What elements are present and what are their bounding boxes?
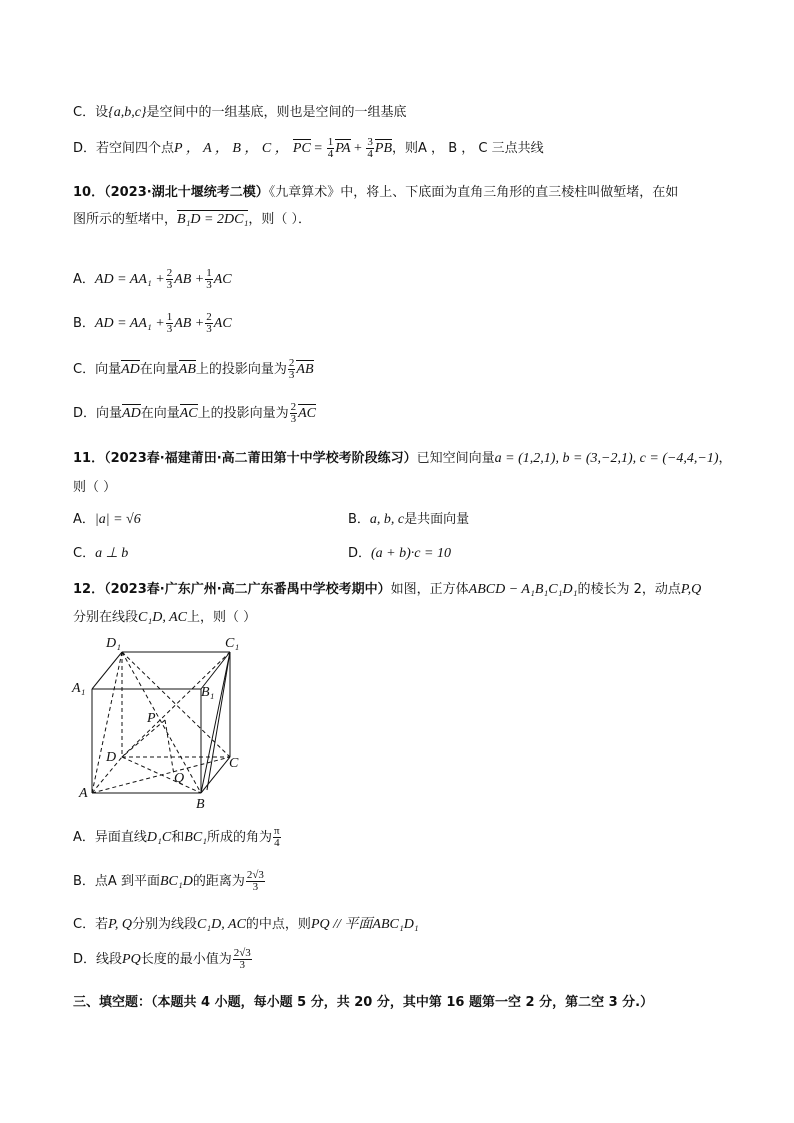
vector-term: AC bbox=[213, 316, 232, 331]
q10-option-c bbox=[73, 358, 314, 381]
option-label: B． bbox=[348, 512, 370, 527]
question-text: 分别在线段 bbox=[73, 610, 139, 625]
q12-stem-line1 bbox=[73, 578, 701, 598]
option-label: C． bbox=[73, 917, 96, 932]
option-text: 的距离为 bbox=[192, 874, 245, 889]
q10-stem-line1 bbox=[73, 181, 678, 200]
fraction: $\frac{2√3}{3}$ bbox=[233, 947, 251, 971]
label-p: P bbox=[147, 711, 156, 726]
fraction: $\frac{2}{3}$ bbox=[288, 357, 295, 381]
fraction: $\frac{2}{3}$ bbox=[206, 311, 212, 335]
fraction: $\frac{2√3}{3}$ bbox=[246, 869, 264, 893]
question-text: 上，则（ ） bbox=[186, 610, 257, 625]
option-text: 向量 bbox=[95, 362, 122, 377]
vector-term: AB + bbox=[174, 272, 205, 287]
diagonal-db bbox=[122, 757, 201, 793]
option-label: A． bbox=[73, 830, 95, 845]
vector-equation: B₁D = 2DC₁ bbox=[177, 212, 249, 227]
question-source: （2023春·福建莆田·高二莆田第十中学校考阶段练习） bbox=[104, 451, 417, 466]
fraction: $\frac{2}{3}$ bbox=[166, 267, 173, 291]
option-label: C． bbox=[73, 546, 96, 561]
option-text: 的中点，则 bbox=[245, 917, 311, 932]
option-text: 分别为线段 bbox=[131, 917, 197, 932]
moving-points: P,Q bbox=[680, 582, 702, 597]
plane-name: BC₁D bbox=[159, 874, 193, 889]
edge-b1c1 bbox=[201, 652, 230, 689]
option-label: B． bbox=[73, 874, 95, 889]
option-text: 设 bbox=[95, 105, 109, 120]
question-text: ，则（ ）． bbox=[248, 212, 311, 227]
option-text: ，则A ， B ， C 三点共线 bbox=[392, 141, 544, 156]
option-label: D． bbox=[73, 952, 97, 967]
label-d: D bbox=[106, 750, 117, 765]
option-label: B． bbox=[73, 316, 95, 331]
question-text: 《九章算术》中，将上、下底面为直角三角形的直三棱柱叫做堑堵，在如 bbox=[268, 185, 679, 200]
cube-name: ABCD − A₁B₁C₁D₁ bbox=[468, 582, 578, 597]
option-text: 向量 bbox=[96, 406, 123, 421]
option-math: a ⊥ b bbox=[95, 546, 129, 561]
option-label: D． bbox=[73, 406, 97, 421]
q12-option-b bbox=[73, 870, 266, 893]
segment-d1b bbox=[122, 652, 201, 793]
line-name: BC₁ bbox=[184, 830, 208, 845]
vector-ad: AD bbox=[121, 362, 140, 377]
segments: C₁D, AC bbox=[138, 610, 187, 625]
vector-expression: AD = AA₁ + bbox=[94, 316, 165, 331]
segment-ad1 bbox=[92, 652, 122, 793]
question-text: 图所示的堑堵中， bbox=[73, 212, 178, 227]
q9-option-c bbox=[73, 101, 407, 121]
vector-ac: AC bbox=[298, 406, 317, 421]
option-label: C． bbox=[73, 362, 96, 377]
fraction: $\frac{1}{3}$ bbox=[206, 267, 212, 291]
q9-option-d: D．若空间四个点P ， A ， B ， C ， PC = $\frac{1}{4}$ PA + $\frac{3}{4}$ PB，则A ， B ， C 三点共线 bbox=[73, 136, 544, 160]
q11-stem-line1 bbox=[73, 447, 732, 467]
q12-option-d bbox=[73, 948, 253, 971]
segment-pd bbox=[122, 720, 165, 757]
question-number: 10． bbox=[73, 185, 105, 200]
option-text: 若 bbox=[95, 917, 109, 932]
fraction: $\frac{1}{4}$ bbox=[327, 136, 334, 160]
line-name: D₁C bbox=[146, 830, 172, 845]
vector-pb: PB bbox=[374, 141, 393, 156]
label-q: Q bbox=[174, 771, 185, 786]
vector-term: AC bbox=[213, 272, 232, 287]
q12-option-a bbox=[73, 826, 282, 849]
option-label: A． bbox=[73, 272, 95, 287]
q12-option-c bbox=[73, 913, 419, 933]
option-text: 上的投影向量为 bbox=[197, 406, 289, 421]
option-text: 长度的最小值为 bbox=[140, 952, 232, 967]
option-label: C． bbox=[73, 105, 96, 120]
question-text: 则（ ） bbox=[73, 480, 117, 495]
option-text: 所成的角为 bbox=[207, 830, 273, 845]
q10-stem-line2 bbox=[73, 208, 311, 228]
q11-stem-line2 bbox=[73, 476, 116, 495]
label-a: A bbox=[79, 786, 88, 801]
section-3-heading: 三、填空题：（本题共 4 小题，每小题 5 分，共 20 分，其中第 16 题第一空 2 分，第二空 3 分.） bbox=[73, 995, 654, 1010]
points-list: P ， A ， B ， C ， bbox=[174, 141, 289, 156]
segment-name: PQ bbox=[122, 952, 141, 967]
option-text: 和 bbox=[171, 830, 185, 845]
segment-c1-near-b bbox=[207, 652, 230, 790]
vector-ab: AB bbox=[178, 362, 196, 377]
punctuation: ， bbox=[718, 451, 732, 466]
label-b: B bbox=[196, 797, 205, 812]
basis-vectors: {a,b,c} bbox=[108, 105, 147, 120]
question-number: 12． bbox=[73, 582, 105, 597]
relation: PQ // 平面 bbox=[310, 917, 373, 932]
option-label: D． bbox=[348, 546, 372, 561]
cube-figure bbox=[70, 630, 255, 812]
vector-expression: AD = AA₁ + bbox=[94, 272, 165, 287]
option-math: (a + b)·c = 10 bbox=[371, 546, 451, 561]
option-text: 在向量 bbox=[140, 406, 180, 421]
option-text: 若空间四个点 bbox=[96, 141, 175, 156]
q11-option-c bbox=[73, 542, 128, 562]
q10-option-a bbox=[73, 268, 232, 291]
option-label: A． bbox=[73, 512, 95, 527]
label-a1: A₁ bbox=[72, 681, 86, 696]
label-c1: C₁ bbox=[225, 636, 240, 651]
segments: C₁D, AC bbox=[196, 917, 246, 932]
plane-name: ABC₁D₁ bbox=[372, 917, 419, 932]
question-source: （2023春·广东广州·高二广东番禺中学校考期中） bbox=[104, 582, 391, 597]
option-text: 在向量 bbox=[139, 362, 179, 377]
edge-bc bbox=[201, 757, 230, 793]
option-text: 点A 到平面 bbox=[94, 874, 160, 889]
vector-ad: AD bbox=[122, 406, 141, 421]
q11-option-d bbox=[348, 542, 451, 562]
label-c: C bbox=[229, 756, 239, 771]
segment-pq bbox=[165, 720, 174, 775]
option-text: 上的投影向量为 bbox=[195, 362, 287, 377]
label-d1: D₁ bbox=[106, 636, 121, 651]
q12-stem-line2 bbox=[73, 606, 256, 626]
question-text: 的棱长为 2，动点 bbox=[577, 582, 681, 597]
option-math: a, b, c bbox=[369, 512, 405, 527]
vector-definitions: a = (1,2,1), b = (3,−2,1), c = (−4,4,−1) bbox=[494, 451, 719, 466]
option-text: 是共面向量 bbox=[404, 512, 470, 527]
fraction: $\frac{\pi}{4}$ bbox=[274, 825, 280, 849]
fraction: $\frac{3}{4}$ bbox=[367, 136, 373, 160]
fraction: $\frac{1}{3}$ bbox=[166, 311, 173, 335]
q11-option-a bbox=[73, 508, 141, 528]
option-label: D． bbox=[73, 141, 97, 156]
fraction: $\frac{2}{3}$ bbox=[290, 401, 297, 425]
q11-option-b bbox=[348, 508, 469, 528]
question-source: （2023·湖北十堰统考二模） bbox=[104, 185, 269, 200]
label-b1: B₁ bbox=[201, 685, 215, 700]
option-text: 线段 bbox=[96, 952, 123, 967]
q10-option-b bbox=[73, 312, 232, 335]
vector-ac: AC bbox=[179, 406, 198, 421]
option-math: |a| = √6 bbox=[94, 512, 141, 527]
question-number: 11． bbox=[73, 451, 105, 466]
q10-option-d bbox=[73, 402, 316, 425]
question-text: 已知空间向量 bbox=[416, 451, 495, 466]
segment-bc1 bbox=[201, 652, 230, 793]
edge-a1d1 bbox=[92, 652, 122, 689]
option-text: 是空间中的一组基底，则也是空间的一组基底 bbox=[146, 105, 407, 120]
vector-pa: PA bbox=[335, 141, 351, 156]
option-text: 异面直线 bbox=[94, 830, 147, 845]
vector-term: AB + bbox=[174, 316, 205, 331]
vector-pc: PC bbox=[292, 141, 311, 156]
question-text: 如图，正方体 bbox=[390, 582, 469, 597]
points: P, Q bbox=[108, 917, 132, 932]
vector-ab: AB bbox=[296, 362, 314, 377]
